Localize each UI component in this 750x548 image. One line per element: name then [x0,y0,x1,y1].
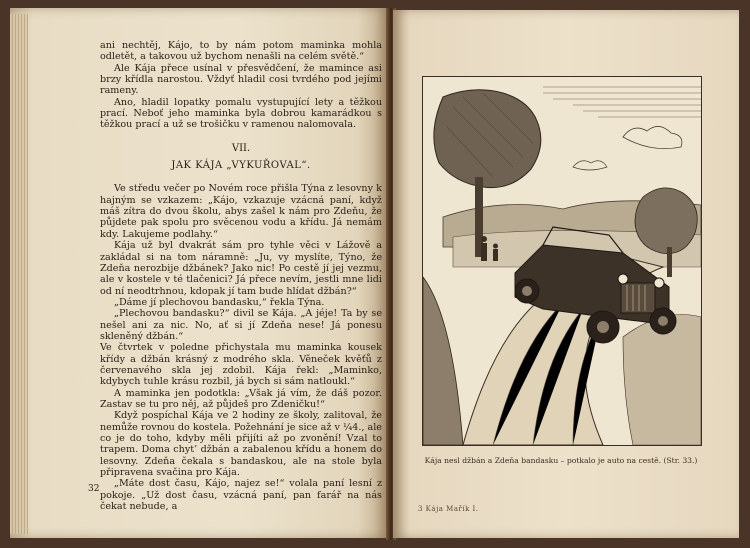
paragraph: ani nechtěj, Kájo, to by nám potom maminka mohla odletět, a takovou už bychom nenašli na celém světě.“ [100,40,382,63]
page-footer: 3 Kája Mařík I. [418,505,479,513]
illustration-car-on-road [422,76,702,446]
paragraphs-before-chapter [100,40,382,131]
paragraph: Ve čtvrtek v poledne přichystala mu maminka kousek křídy a džbán krásný z modrého skla. Věneček kvěťů z červenavého skla jej zdobil. Kája řekl: „Maminko, kdybych tuhle krásu rozbil, já bych si sám natloukl.“ [100,342,382,388]
page-number: 32 [88,484,100,494]
left-page-text [100,40,382,512]
chapter-number: VII. [231,142,251,154]
paragraph: Kája už byl dvakrát sám pro tyhle věci v Lážově a zakládal si na tom náramně: „Ju, vy myslíte, Týno, že Zdeňa nerozbije džbánek? Jako nic! Po cestě jí jej vezmu, ale v kostele v té tlačenici? Já přece nevím, jestli mne lidi od ní neodtrhnou, kdopak jí tam bude hlídat džbán?“ [100,240,382,297]
illustration-drawing [423,77,701,445]
chapter-title: JAK KÁJA „VYKUŘOVAL“. [171,160,311,172]
paragraph: Když pospíchal Kája ve 2 hodiny ze školy, zalitoval, že nemůže rovnou do kostela. Požehnání je sice až v ¼4., ale co je do toho, kdyby měli přijíti až po zvonění! Vzal to trapem. Doma chyt’ džbán a zabalenou křídu a honem do lesovny. Zdeňa čekala s bandaskou, ale na stole byla připravena svačina pro Kája. [100,410,382,479]
illustration-caption: Kája nesl džbán a Zdeňa bandasku – potkalo je auto na cestě. (Str. 33.) [424,456,698,465]
paragraph: „Máte dost času, Kájo, najez se!“ volala paní lesní z pokoje. „Už dost času, vzácná paní, pan farář na nás čekat nebude, a [100,478,382,513]
paragraph: „Plechovou bandasku?“ divil se Kája. „A jéje! Ta by se nešel ani za nic. No, ať si jí Zdeňa nese! Já ponesu skleněný džbán.“ [100,308,382,342]
paragraph: Ano, hladil lopatky pomalu vystupující lety a těžkou prací. Neboť jeho maminka byla dobrou kamarádkou s těžkou prací a už se trošičku v ramenou nalomovala. [100,96,382,131]
paragraph: Ve středu večer po Novém roce přišla Týna z lesovny k hajným se vzkazem: „Kájo, vzkazuje vzácná paní, když máš zítra do dvou školu, abys zašel k nám pro Zdeňu, že půjdete pak spolu pro svěcenou vodu a křídu. Já nemám kdy. Lakujeme podlahy.“ [100,183,382,240]
paragraph: „Dáme jí plechovou bandasku,“ řekla Týna. [114,296,325,308]
paragraph: Ale Kája přece usínal v přesvědčení, že mamince asi brzy křídla narostou. Vždyť hladil cosi tvrdého pod jejími rameny. [100,62,382,97]
page-edges [10,14,28,534]
chapter-paragraphs [100,183,382,512]
paragraph: A maminka jen podotkla: „Však já vím, že dáš pozor. Zastav se tu pro něj, až půjdeš pro Zdeničku!“ [100,387,382,410]
